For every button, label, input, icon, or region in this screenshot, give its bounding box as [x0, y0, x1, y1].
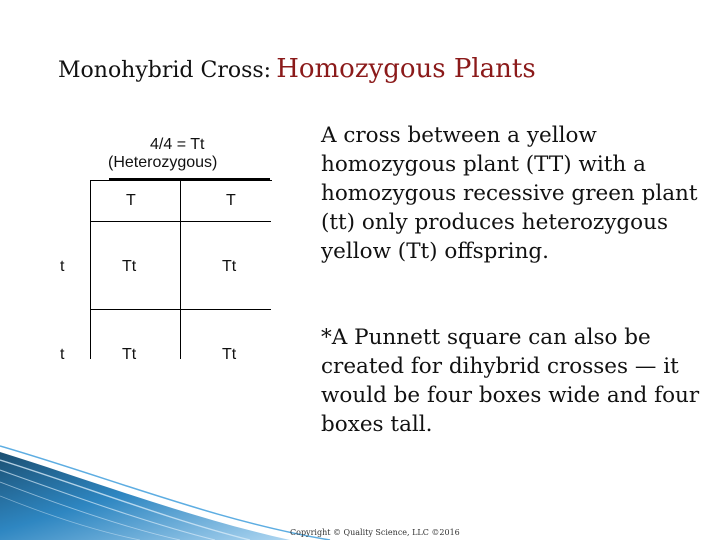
punnett-cell: Tt — [222, 346, 237, 363]
slide-title — [58, 54, 536, 84]
note-paragraph: *A Punnett square can also be created for dihybrid crosses — it would be four boxes wide and four boxes tall. — [321, 325, 700, 437]
punnett-square — [90, 180, 272, 359]
punnett-cell: Tt — [222, 258, 237, 275]
copyright-footer: Copyright © Quality Science, LLC ©2016 — [290, 528, 460, 537]
side-allele-1: t — [60, 258, 65, 275]
punnett-ratio: 4/4 = Tt — [150, 136, 205, 153]
top-allele-1: T — [126, 192, 136, 209]
explanation-paragraph: A cross between a yellow homozygous plant (TT) with a homozygous recessive green plant (tt) only produces heterozygous yellow (Tt) offspring. — [321, 123, 698, 264]
side-allele-2: t — [60, 346, 65, 363]
punnett-line — [180, 180, 181, 359]
title-lead: Monohybrid Cross: — [58, 58, 272, 83]
decorative-wave — [0, 440, 720, 540]
punnett-ratio-note: (Heterozygous) — [108, 154, 218, 171]
punnett-cell: Tt — [122, 258, 137, 275]
punnett-cell: Tt — [122, 346, 137, 363]
title-accent: Homozygous Plants — [276, 54, 536, 84]
top-allele-2: T — [226, 192, 236, 209]
